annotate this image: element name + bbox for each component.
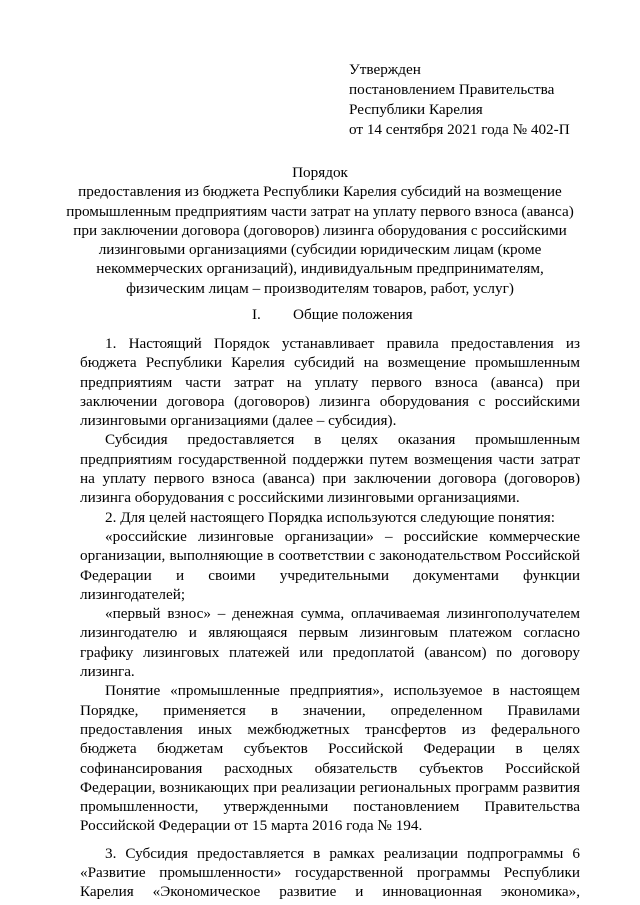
title-line: лизинговыми организациями (субсидии юридическим лицам (кроме xyxy=(98,241,542,259)
approval-line: постановлением Правительства xyxy=(349,81,555,98)
paragraph: Субсидия предоставляется в целях оказания промышленным предприятиям государственной поддержки путем возмещения части затрат на уплату первого взноса (аванса) при заключении договора (договоров) лизинга оборудования с российскими лизинговыми организациями. xyxy=(80,431,580,507)
title-line: некоммерческих организаций), индивидуальным предпринимателям, xyxy=(96,260,544,278)
paragraph: 1. Настоящий Порядок устанавливает правила предоставления из бюджета Республики Карелия субсидий на возмещение промышленным предприятиям части затрат на уплату первого взноса (аванса) при заключении договора (договоров) лизинга оборудования с российскими лизинговыми организациями (далее – субсидия). xyxy=(80,335,580,430)
title-line: физическим лицам – производителям товаров, работ, услуг) xyxy=(126,279,514,297)
paragraph: 3. Субсидия предоставляется в рамках реализации подпрограммы 6 «Развитие промышленности» государственной программы Республики Карелия «Экономическое развитие и инновационная экономика», xyxy=(80,844,580,901)
title-heading: Порядок xyxy=(292,164,348,181)
document-title xyxy=(60,163,580,298)
title-line: при заключении договора (договоров) лизинга оборудования с российскими xyxy=(73,221,567,239)
approval-line: Республики Карелия xyxy=(349,101,483,118)
paragraph: Понятие «промышленные предприятия», используемое в настоящем Порядке, применяется в значении, определенном Правилами предоставления иных межбюджетных трансфертов из федерального бюджета бюджетам субъектов Российской Федерации в целях софинансирования расходных обязательств субъектов Российской Федерации, возникающих при реализации региональных программ развития промышленности, утвержденными постановлением Правительства Российской Федерации от 15 марта 2016 года № 194. xyxy=(80,682,580,835)
title-line: промышленным предприятиям части затрат на уплату первого взноса (аванса) xyxy=(66,202,574,220)
approval-stamp xyxy=(349,60,570,140)
paragraph: «российские лизинговые организации» – российские коммерческие организации, выполняющие в соответствии с законодательством Российской Федерации и своими учредительными документами функции лизингодателей; xyxy=(80,527,580,603)
title-line: предоставления из бюджета Республики Карелия субсидий на возмещение xyxy=(78,183,562,201)
section-title: Общие положения xyxy=(293,306,413,323)
approval-line: Утвержден xyxy=(349,61,421,78)
paragraph: 2. Для целей настоящего Порядка используются следующие понятия: xyxy=(105,508,555,526)
section-number: I. xyxy=(252,306,261,323)
paragraph: «первый взнос» – денежная сумма, оплачиваемая лизингополучателем лизингодателю и являющаяся первым лизинговым платежом согласно графику лизинговых платежей или предоплатой (авансом) по договору лизинга. xyxy=(80,605,580,681)
document-body xyxy=(80,334,580,902)
approval-date-line: от 14 сентября 2021 года № 402-П xyxy=(349,121,570,138)
